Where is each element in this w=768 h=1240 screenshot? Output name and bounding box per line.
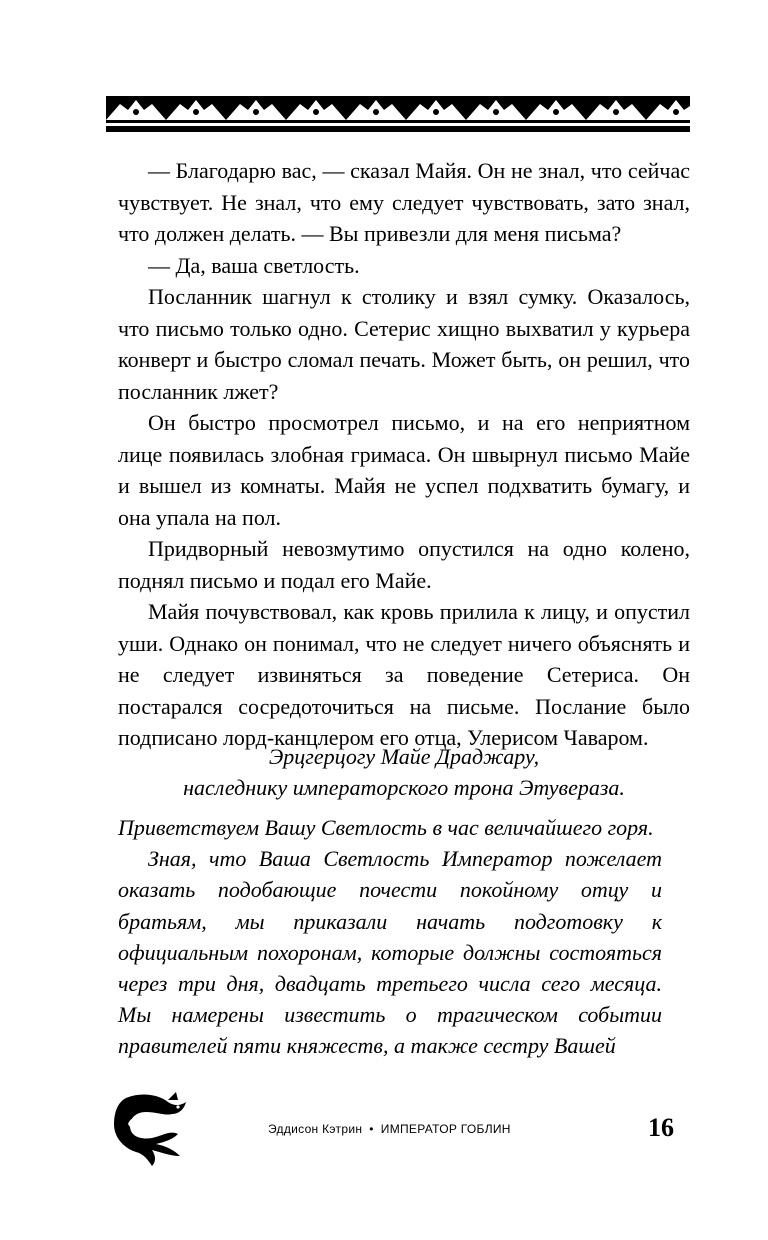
letter-text: Зная, что Ваша Светлость Император пожелает оказать подобающие почести покойному отцу и братьям, мы приказали начать подготовку к официальным похоронам, которые должны состояться через три дня, двадцать третьего числа сего месяца. Мы намерены известить о трагическом событии правителей пяти княжеств, а также сестру Вашей [118,846,662,1059]
footer-separator: • [369,1122,374,1136]
letter-address-line: Эрцгерцогу Майе Драджару, [268,744,540,769]
main-text [118,155,690,754]
paragraph: Майя почувствовал, как кровь прилила к лицу, и опустил уши. Однако он понимал, что не следует ничего объяснять и не следует извиняться за поведение Сетериса. Он постарался сосредоточиться на письме. Послание было подписано лорд-канцлером его отца, Улерисом Чаваром. [118,599,690,750]
letter-greeting: Приветствуем Вашу Светлость в час величайшего горя. [118,815,654,840]
running-footer [268,1122,511,1136]
paragraph: Придворный невозмутимо опустился на одно колено, поднял письмо и подал его Майе. [118,536,690,593]
paragraph: Посланник шагнул к столику и взял сумку. Оказалось, что письмо только одно. Сетерис хищно выхватил у курьера конверт и быстро сломал печать. Может быть, он решил, что посланник лжет? [118,284,690,404]
footer-book-title: ИМПЕРАТОР ГОБЛИН [380,1122,511,1136]
header-ornament-icon [106,96,690,132]
letter-address [118,741,690,803]
letter-address-line: наследнику императорского трона Этувераза. [183,775,625,800]
paragraph: — Благодарю вас, — сказал Майя. Он не знал, что сейчас чувствует. Не знал, что ему следует чувствовать, зато знал, что должен делать. — Вы привезли для меня письма? [118,158,690,246]
dragon-icon [106,1090,192,1166]
paragraph: Он быстро просмотрел письмо, и на его неприятном лице появилась злобная гримаса. Он швырнул письмо Майе и вышел из комнаты. Майя не успел подхватить бумагу, и она упала на пол. [118,410,690,530]
paragraph: — Да, ваша светлость. [148,252,360,278]
footer-author: Эддисон Кэтрин [268,1122,363,1136]
page-number: 16 [648,1113,674,1142]
letter-body [118,812,662,1062]
